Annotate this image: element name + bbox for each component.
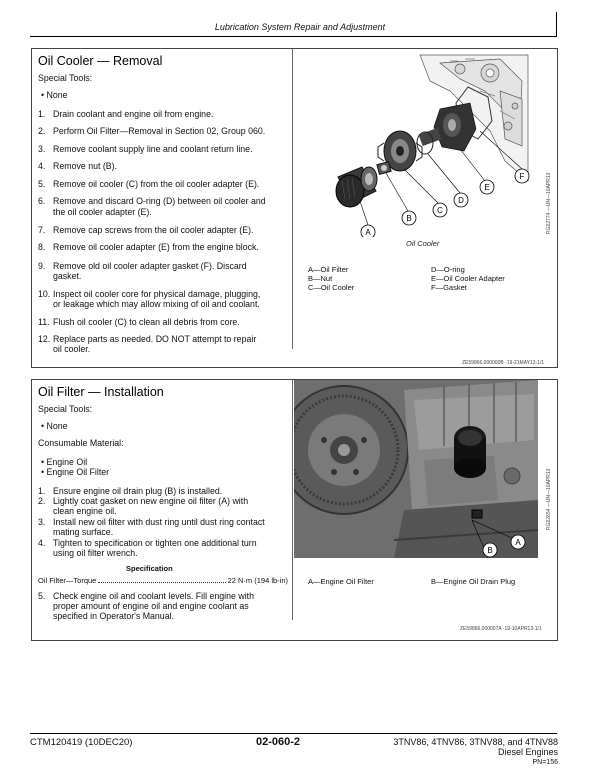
callout-label: A bbox=[515, 538, 521, 547]
step-text: Inspect oil cooler core for physical damage, plugging, bbox=[53, 289, 261, 299]
legend-entry: D—O-ring bbox=[431, 265, 465, 274]
engine-block-drawing bbox=[420, 55, 528, 181]
header-rule bbox=[30, 36, 556, 37]
document-reference: ZE59866,000007A -19-10APR13-1/1 bbox=[460, 626, 542, 632]
step-number: 6. bbox=[38, 196, 46, 206]
step-number: 9. bbox=[38, 261, 46, 271]
step-text: Replace parts as needed. DO NOT attempt to repair bbox=[53, 334, 257, 344]
figure-reference: RG22654 —UN—10APR13 bbox=[546, 468, 552, 530]
step-text: Ensure engine oil drain plug (B) is installed. bbox=[53, 486, 223, 496]
step-text: Tighten to specification or tighten one additional turn bbox=[53, 538, 257, 548]
nut-drawing bbox=[377, 162, 391, 175]
step-text: Install new oil filter with dust ring until dust ring contact bbox=[53, 517, 265, 527]
step-number: 8. bbox=[38, 242, 46, 252]
legend-entry: C—Oil Cooler bbox=[308, 283, 355, 292]
header-right-rule bbox=[556, 12, 557, 37]
special-tools-label: Special Tools: bbox=[38, 73, 93, 83]
callout-label: E bbox=[484, 183, 490, 192]
specification-heading: Specification bbox=[126, 564, 173, 573]
step-text: gasket. bbox=[53, 271, 82, 281]
footer-document-id: CTM120419 (10DEC20) bbox=[30, 737, 133, 748]
step-number: 5. bbox=[38, 591, 46, 601]
oil-cooler-exploded-illustration bbox=[300, 51, 530, 237]
oil-cooler-removal-section bbox=[31, 48, 558, 368]
legend-left bbox=[308, 265, 354, 292]
step-text: Remove cap screws from the oil cooler adapter (E). bbox=[53, 225, 254, 235]
engine-oil-filter-drawing bbox=[454, 426, 486, 478]
step-text: Check engine oil and coolant levels. Fill engine with bbox=[53, 591, 254, 601]
callout-label: D bbox=[458, 196, 464, 205]
special-tools-value: • None bbox=[41, 90, 68, 100]
flywheel-drawing bbox=[294, 386, 408, 514]
consumable-item: • Engine Oil Filter bbox=[41, 467, 110, 477]
spec-dot-leader bbox=[98, 576, 225, 583]
oil-cooler-adapter-drawing bbox=[419, 103, 476, 151]
step-number: 4. bbox=[38, 161, 46, 171]
footer-product-name: Diesel Engines bbox=[497, 747, 558, 757]
step-text: specified in Operator's Manual. bbox=[53, 611, 174, 621]
legend-right: B—Engine Oil Drain Plug bbox=[431, 577, 516, 586]
step-text: Remove and discard O-ring (D) between oil cooler and bbox=[53, 196, 266, 206]
figure-caption: Oil Cooler bbox=[406, 239, 440, 248]
callout-label: B bbox=[487, 546, 493, 555]
step-number: 3. bbox=[38, 517, 46, 527]
step-number: 5. bbox=[38, 179, 46, 189]
figure-reference: RG22774 —UN—10APR13 bbox=[546, 172, 552, 234]
step-text: Remove old oil cooler adapter gasket (F). Discard bbox=[53, 261, 247, 271]
legend-entry: A—Oil Filter bbox=[308, 265, 349, 274]
document-reference: ZE59866,000000B -19-21MAY13-1/1 bbox=[462, 360, 545, 366]
step-number: 4. bbox=[38, 538, 46, 548]
callout-label: A bbox=[365, 228, 371, 237]
step-text: using oil filter wrench. bbox=[53, 548, 138, 558]
footer-page-number: 02-060-2 bbox=[256, 736, 301, 748]
special-tools-label: Special Tools: bbox=[38, 404, 93, 414]
step-number: 1. bbox=[38, 486, 46, 496]
consumable-material-label: Consumable Material: bbox=[38, 438, 124, 448]
step-text: Flush oil cooler (C) to clean all debris from core. bbox=[53, 317, 240, 327]
consumable-item: • Engine Oil bbox=[41, 457, 88, 467]
step-text: clean engine oil. bbox=[53, 506, 117, 516]
footer-engine-models: 3TNV86, 4TNV86, 3TNV88, and 4TNV88 bbox=[393, 737, 558, 747]
step-number: 12. bbox=[38, 334, 51, 344]
callout-label: B bbox=[406, 214, 412, 223]
step-number: 1. bbox=[38, 109, 46, 119]
step-text: Remove oil cooler (C) from the oil cooler adapter (E). bbox=[53, 179, 260, 189]
step-text: the oil cooler adapter (E). bbox=[53, 207, 152, 217]
callout-label: C bbox=[437, 206, 443, 215]
torque-spec-row bbox=[38, 576, 288, 586]
step-number: 2. bbox=[38, 126, 46, 136]
step-number: 11. bbox=[38, 317, 50, 327]
step-text: Lightly coat gasket on new engine oil filter (A) with bbox=[53, 496, 249, 506]
callout-label: F bbox=[519, 172, 525, 181]
photo-callouts bbox=[472, 520, 532, 560]
step-text: Remove nut (B). bbox=[53, 161, 118, 171]
footer-rule bbox=[30, 733, 557, 734]
section-title: Oil Filter — Installation bbox=[38, 385, 164, 399]
legend-entry: F—Gasket bbox=[431, 283, 467, 292]
legend-entry: E—Oil Cooler Adapter bbox=[431, 274, 505, 283]
step-text: or leakage which may allow mixing of oil and coolant. bbox=[53, 299, 260, 309]
oil-filter-drawing bbox=[336, 167, 377, 207]
step-text: Perform Oil Filter—Removal in Section 02, Group 060. bbox=[53, 126, 266, 136]
legend-left: A—Engine Oil Filter bbox=[308, 577, 374, 586]
section-title: Oil Cooler — Removal bbox=[38, 54, 163, 68]
step-text: mating surface. bbox=[53, 527, 114, 537]
step-number: 10. bbox=[38, 289, 51, 299]
spec-label: Oil Filter—Torque bbox=[38, 576, 97, 585]
footer-pn: PN=156 bbox=[532, 759, 558, 766]
legend-entry: B—Nut bbox=[308, 274, 333, 283]
step-number: 7. bbox=[38, 225, 46, 235]
oil-filter-installation-section bbox=[31, 379, 558, 641]
step-number: 2. bbox=[38, 496, 46, 506]
page-header-title: Lubrication System Repair and Adjustment bbox=[214, 22, 386, 32]
step-number: 3. bbox=[38, 144, 46, 154]
step-text: proper amount of engine oil and engine coolant as bbox=[53, 601, 249, 611]
drain-plug-drawing bbox=[472, 510, 482, 518]
step-text: Drain coolant and engine oil from engine. bbox=[53, 109, 214, 119]
callout-markers bbox=[361, 169, 529, 237]
spec-value: 22 N·m (194 lb-in) bbox=[227, 576, 288, 585]
special-tools-value: • None bbox=[41, 421, 68, 431]
section-divider bbox=[292, 380, 293, 620]
step-text: oil cooler. bbox=[53, 344, 91, 354]
legend-right bbox=[431, 265, 505, 292]
section-divider bbox=[292, 49, 293, 349]
step-text: Remove oil cooler adapter (E) from the engine block. bbox=[53, 242, 259, 252]
step-text: Remove coolant supply line and coolant return line. bbox=[53, 144, 253, 154]
